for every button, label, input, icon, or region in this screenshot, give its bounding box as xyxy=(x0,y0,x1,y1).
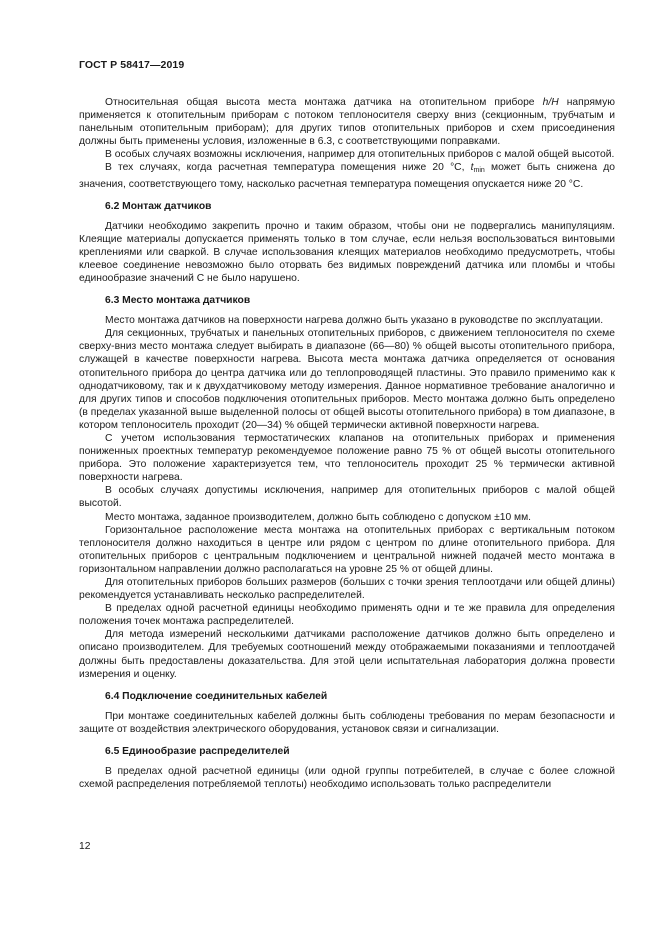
paragraph: Датчики необходимо закрепить прочно и таким образом, чтобы они не подвергались манипуляциям. Клеящие материалы допускается применять только в том случае, если нельзя воспользоваться винтовыми креплениями или сваркой. В случае использования клеящих материалов необходимо предусмотреть, чтобы клеевое соединение невозможно было оторвать без видимых повреждений датчика или пломбы и чтобы единообразие значений С не было нарушено. xyxy=(79,220,615,285)
paragraph: Для секционных, трубчатых и панельных отопительных приборов, с движением теплоносителя по схеме сверху-вниз место монтажа следует выбирать в диапазоне (66—80) % общей высоты отопительного прибора, служащей в качестве поверхности нагрева. Высота места монтажа датчика определяется от основания отопительного прибора до центра датчика или до теплопроводящей пластины. Это правило применимо как к однодатчиковому, так и к двухдатчиковому методу измерения. Данное нормативное требование аналогично и для других типов и способов подключения отопительных приборов. Место монтажа должно быть определено (в пределах указанной выше выделенной полосы от общей высоты отопительного прибора) в том диапазоне, в котором теплоноситель проходит (20—34) % общей термически активной поверхности нагрева. xyxy=(79,328,615,431)
variable: t xyxy=(470,162,474,174)
page-number: 12 xyxy=(79,841,91,852)
paragraph: Место монтажа, заданное производителем, должно быть соблюдено с допуском ±10 мм. xyxy=(105,511,532,523)
paragraph: Место монтажа датчиков на поверхности нагрева должно быть указано в руководстве по эксплуатации. xyxy=(105,315,604,327)
paragraph: В пределах одной расчетной единицы необходимо применять одни и те же правила для определения положения точек монтажа распределителей. xyxy=(79,603,615,628)
paragraph: С учетом использования термостатических клапанов на отопительных приборах и применения пониженных проектных температур рекомендуемое положение равно 75 % от общей высоты отопительного прибора. Это положение характеризуется тем, что теплоноситель проходит 25 % термически активной поверхности нагрева. xyxy=(79,432,615,484)
paragraph: В особых случаях допустимы исключения, например для отопительных приборов с малой общей высотой. xyxy=(79,485,615,510)
paragraph: Для метода измерений несколькими датчиками расположение датчиков должно быть определено и описано производителем. Для требуемых соотношений между отображаемыми показаниями и теплоотдачей должны быть предоставлены доказательства. Для этой цели испытательная лаборатория должна провести измерения и оценку. xyxy=(79,629,615,680)
paragraph: В пределах одной расчетной единицы (или одной группы потребителей, в случае с более сложной схемой распределения потребляемой теплоты) необходимо использовать только распределители xyxy=(79,765,615,791)
paragraph: Для отопительных приборов больших размеров (больших с точки зрения теплоотдачи или общей длины) рекомендуется устанавливать несколько распределителей. xyxy=(79,577,615,602)
standard-header: ГОСТ Р 58417—2019 xyxy=(79,59,185,71)
paragraph: В особых случаях возможны исключения, например для отопительных приборов с малой общей высотой. xyxy=(105,149,615,161)
subscript: min xyxy=(473,167,485,175)
paragraph: При монтаже соединительных кабелей должны быть соблюдены требования по мерам безопасности и защите от воздействия электрического оборудования, установок связи и сигнализации. xyxy=(79,710,615,735)
variable: h/H xyxy=(542,97,559,108)
paragraph: В тех случаях, когда расчетная температура помещения ниже 20 °C, $t_{min}$ может быть снижена до значения, соответствующего тому, насколько расчетная температура помещения опускается ниже 20 °C. xyxy=(79,162,615,190)
section-heading: 6.4 Подключение соединительных кабелей xyxy=(105,690,328,702)
section-heading: 6.2 Монтаж датчиков xyxy=(105,200,212,212)
paragraph: Горизонтальное расположение места монтажа на отопительных приборах с вертикальным потоком теплоносителя должно находиться в центре или рядом с центром по длине отопительного прибора. Для отопительных приборов с центральным подключением и центральной нижней подачей место монтажа в горизонтальном направлении должно располагаться на уровне 25 % от общей длины. xyxy=(79,524,615,575)
section-heading: 6.3 Место монтажа датчиков xyxy=(105,295,251,307)
section-heading: 6.5 Единообразие распределителей xyxy=(105,745,290,757)
paragraph: Относительная общая высота места монтажа датчика на отопительном приборе h/H напрямую применяется к отопительным приборам с потоком теплоносителя сверху вниз (секционным, трубчатым и панельным отопительным приборам); для других типов отопительных приборов и схем присоединения должны быть применены условия, изложенные в 6.3, с соответствующими поправками. xyxy=(79,97,615,148)
document-body xyxy=(79,96,615,791)
